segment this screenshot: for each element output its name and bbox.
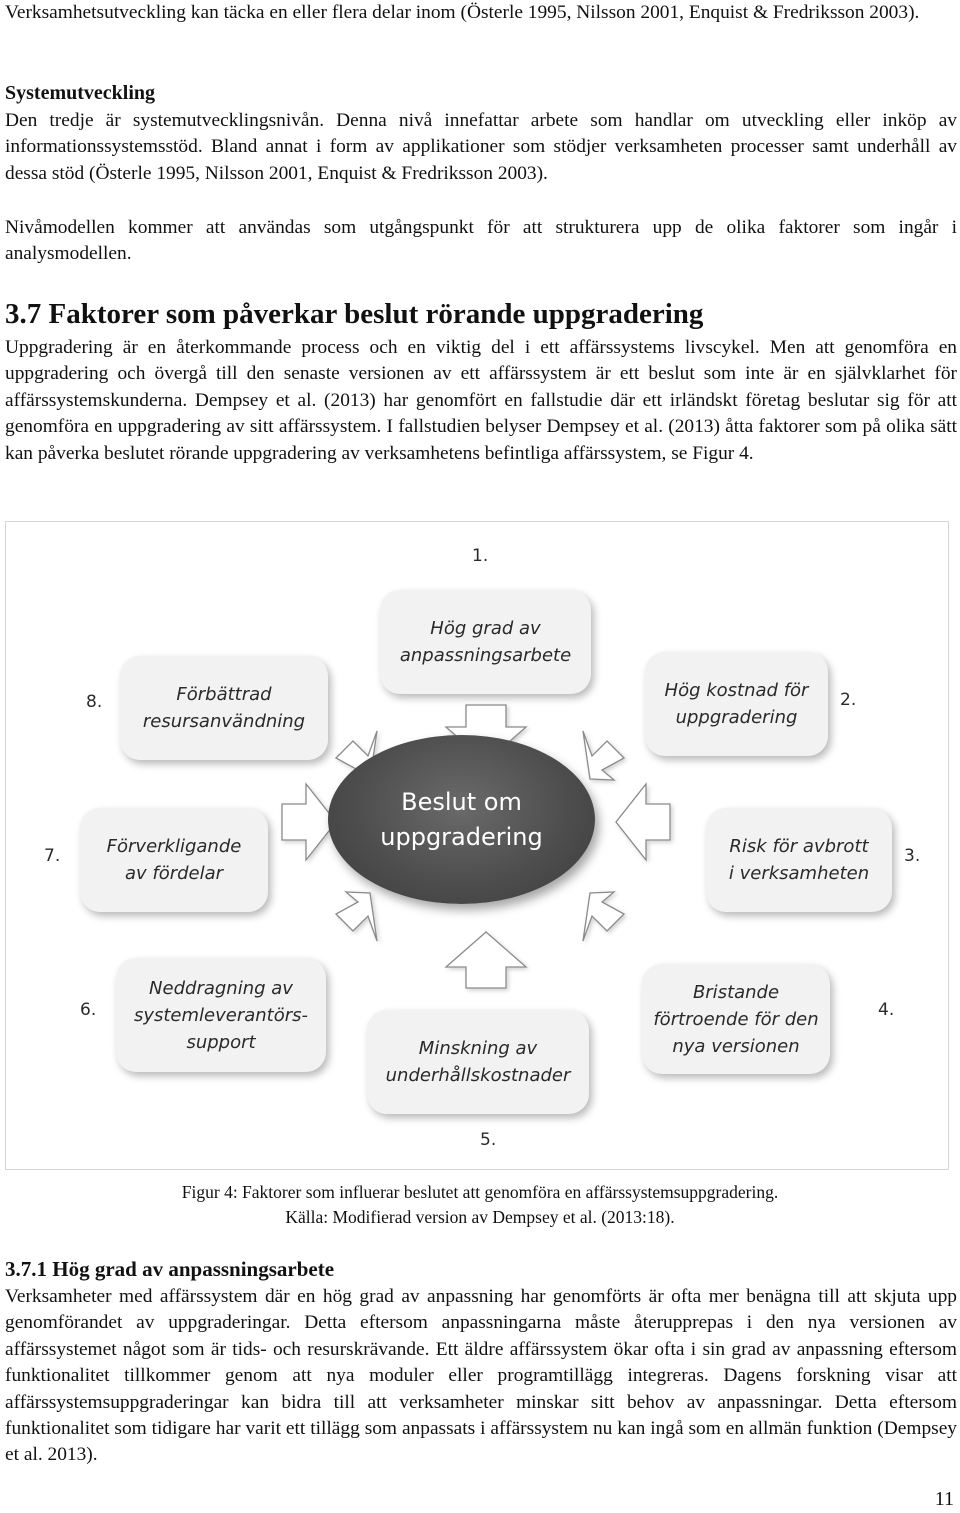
factor-1-box [380, 590, 591, 694]
factor-1-number: 1. [472, 546, 489, 566]
factor-8-number: 8. [86, 692, 103, 712]
intro-paragraph: Verksamhetsutveckling kan täcka en eller flera delar inom (Österle 1995, Nilsson 2001, Enquist & Fredriksson 2003). [5, 2, 920, 23]
subheading-systemutveckling: Systemutveckling [5, 82, 155, 104]
factor-4-box [642, 964, 830, 1074]
factor-8-box [120, 656, 328, 760]
figure-caption [0, 1180, 960, 1230]
factor-7-number: 7. [44, 846, 61, 866]
factor-4-line3: nya versionen [672, 1035, 800, 1057]
factor-3-box [706, 808, 892, 912]
factor-1-line2: anpassningsarbete [399, 645, 572, 666]
arrow-left-icon [616, 784, 670, 860]
section-heading: 3.7 Faktorer som påverkar beslut rörande uppgradering [5, 298, 704, 330]
page-number: 11 [934, 1488, 954, 1510]
arrow-diagonal-icon [583, 892, 624, 941]
caption-line2: Källa: Modifierad version av Dempsey et al. (2013:18). [285, 1207, 675, 1227]
center-line2: uppgradering [380, 822, 543, 851]
factor-7-box [80, 808, 268, 912]
factor-2-number: 2. [840, 690, 857, 710]
factor-3-line1: Risk för avbrott [729, 836, 869, 857]
factor-5-line1: Minskning av [418, 1038, 538, 1059]
factor-6-line1: Neddragning av [149, 977, 293, 999]
factor-5-box [367, 1010, 589, 1114]
factor-7-line2: av fördelar [124, 863, 224, 884]
factor-4-number: 4. [878, 1000, 895, 1020]
arrow-diagonal-icon [583, 731, 624, 780]
arrow-diagonal-icon [336, 892, 377, 941]
factor-5-line2: underhållskostnader [385, 1065, 571, 1086]
factor-2-box [645, 652, 828, 756]
factor-2-line1: Hög kostnad för [664, 680, 809, 701]
factor-6-box [116, 958, 326, 1072]
subsection-body: Verksamheter med affärssystem där en hög grad av anpassning har genomförts är ofta mer benägna till att skjuta upp genomförandet av uppgraderingar. Detta eftersom anpassningarna måste återupprepas i den nya versionen av affärssystemet något som är tids- och resurskrävande. Ett äldre affärssystem ökar ofta i sin grad av anpassning eftersom funktionalitet tillkommer genom att nya moduler eller programtillägg integreras. Dagens forskning visar att affärssystemsuppgraderingar kan bidra till att verksamheter minskar sitt behov av anpassningar. Detta eftersom funktionalitet som tidigare har varit ett tillägg som anpassats i affärssystem nu kan ingå som en allmän funktion (Dempsey et al. 2013). [5, 1286, 957, 1466]
factor-6-number: 6. [80, 1000, 97, 1020]
factor-6-line2: systemleverantörs- [133, 1004, 309, 1026]
subsection-heading: 3.7.1 Hög grad av anpassningsarbete [5, 1257, 335, 1281]
factor-2-line2: uppgradering [675, 707, 798, 728]
factor-3-line2: i verksamheten [728, 863, 870, 884]
factor-6-line3: support [186, 1031, 256, 1053]
center-line1: Beslut om [401, 787, 522, 816]
factor-8-line2: resursanvändning [142, 711, 306, 732]
factor-3-number: 3. [904, 846, 921, 866]
figure-4 [5, 521, 949, 1170]
caption-line1: Figur 4: Faktorer som influerar beslutet att genomföra en affärssystemsuppgradering. [181, 1182, 779, 1202]
factor-7-line1: Förverkligande [106, 836, 242, 857]
factor-8-line1: Förbättrad [176, 684, 272, 705]
factor-1-line1: Hög grad av [430, 618, 541, 639]
factor-4-line2: förtroende för den [653, 1008, 819, 1030]
systemutveckling-paragraph: Den tredje är systemutvecklingsnivån. Denna nivå innefattar arbete som handlar om utveckling eller inköp av informationssystemsstöd. Bland annat i form av applikationer som stödjer verksamheten processer samt underhåll av dessa stöd (Österle 1995, Nilsson 2001, Enquist & Fredriksson 2003). [5, 110, 957, 184]
factor-4-line1: Bristande [692, 981, 780, 1003]
factor-5-number: 5. [480, 1130, 497, 1150]
section-body: Uppgradering är en återkommande process och en viktig del i ett affärssystems livscykel. Men att genomföra en uppgradering och övergå till den senaste versionen av ett affärssystem är ett beslut som inte är en självklarhet för affärssystemskunderna. Dempsey et al. (2013) har genomfört en fallstudie där ett irländskt företag beslutar sig för att genomföra en uppgradering av sitt affärssystem. I fallstudien belyser Dempsey et al. (2013) åtta faktorer som på olika sätt kan påverka beslutet rörande uppgradering av verksamhetens befintliga affärssystem, se Figur 4. [5, 337, 957, 464]
nivamodell-paragraph: Nivåmodellen kommer att användas som utgångspunkt för att strukturera upp de olika faktorer som ingår i analysmodellen. [5, 217, 957, 265]
decision-ellipse [328, 735, 595, 904]
arrow-up-icon [446, 932, 526, 988]
